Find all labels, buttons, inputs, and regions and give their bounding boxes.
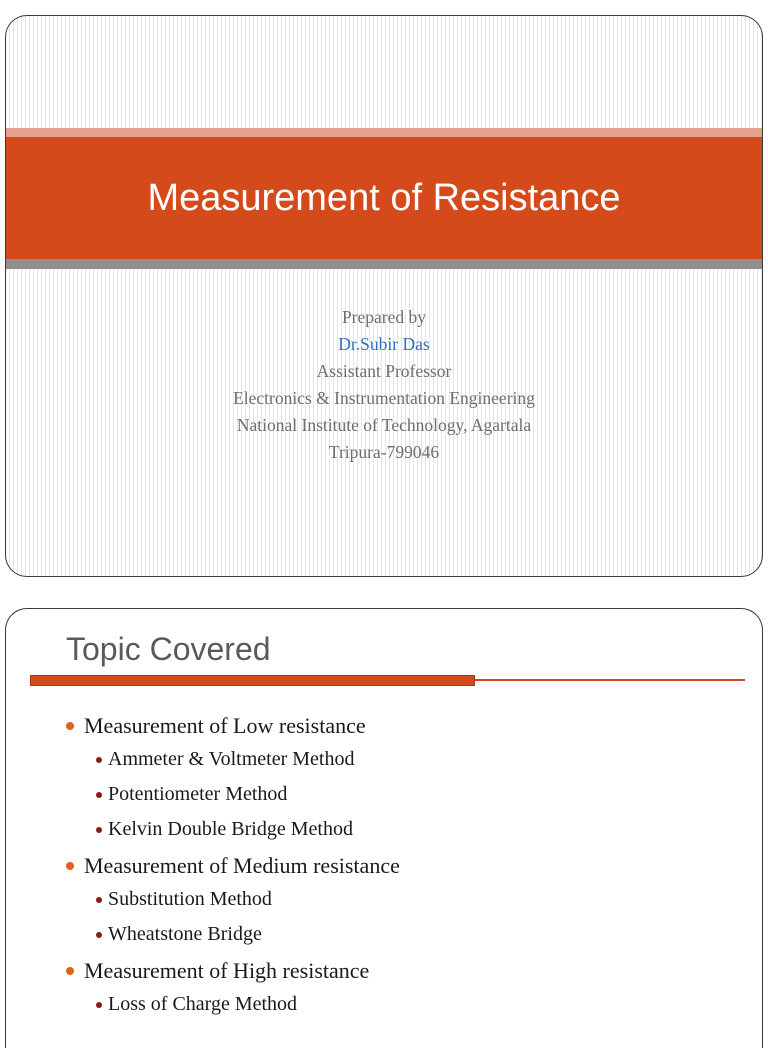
subtopic-list — [84, 742, 762, 847]
title-band-bottom-stripe — [6, 259, 762, 269]
subtopic-label: Loss of Charge Method — [108, 993, 298, 1015]
author-block — [6, 304, 762, 466]
bullet-dot-icon — [96, 757, 102, 763]
subtopic-label: Substitution Method — [108, 888, 272, 910]
bullet-dot-icon — [96, 932, 102, 938]
title-underline-thick — [30, 675, 475, 686]
title-band-top-stripe — [6, 128, 762, 137]
subtopic-item — [84, 917, 762, 952]
author-department: Electronics & Instrumentation Engineering — [233, 388, 535, 408]
bullet-dot-icon — [66, 862, 74, 870]
subtopic-item — [84, 882, 762, 917]
topic-item — [6, 849, 762, 952]
title-band — [6, 137, 762, 259]
subtopic-label: Potentiometer Method — [108, 783, 288, 805]
subtopic-label: Wheatstone Bridge — [108, 923, 262, 945]
slide-title: Measurement of Resistance — [147, 176, 621, 219]
subtopic-list — [84, 987, 762, 1022]
author-position: Assistant Professor — [316, 361, 452, 381]
topics-slide — [5, 608, 763, 1048]
bullet-dot-icon — [66, 722, 74, 730]
topics-title: Topic Covered — [66, 631, 271, 667]
title-underline-thin — [475, 679, 745, 681]
subtopic-item — [84, 742, 762, 777]
title-slide — [5, 15, 763, 577]
bullet-dot-icon — [96, 1002, 102, 1008]
subtopic-label: Ammeter & Voltmeter Method — [108, 748, 355, 770]
subtopic-item — [84, 987, 762, 1022]
bullet-dot-icon — [66, 967, 74, 975]
bullet-dot-icon — [96, 792, 102, 798]
topic-label: Measurement of Medium resistance — [84, 852, 400, 878]
bullet-dot-icon — [96, 897, 102, 903]
subtopic-item — [84, 812, 762, 847]
subtopic-list — [84, 882, 762, 952]
subtopic-label: Kelvin Double Bridge Method — [108, 818, 353, 840]
author-institute: National Institute of Technology, Agartala — [236, 415, 532, 435]
topic-item — [6, 709, 762, 847]
subtopic-item — [84, 777, 762, 812]
topic-label: Measurement of High resistance — [84, 957, 370, 983]
author-location: Tripura-799046 — [328, 442, 440, 462]
prepared-by-label: Prepared by — [341, 307, 427, 327]
author-name: Dr.Subir Das — [338, 334, 430, 354]
topic-label: Measurement of Low resistance — [84, 712, 366, 738]
bullet-dot-icon — [96, 827, 102, 833]
topic-item — [6, 954, 762, 1022]
topic-list — [6, 709, 762, 1024]
